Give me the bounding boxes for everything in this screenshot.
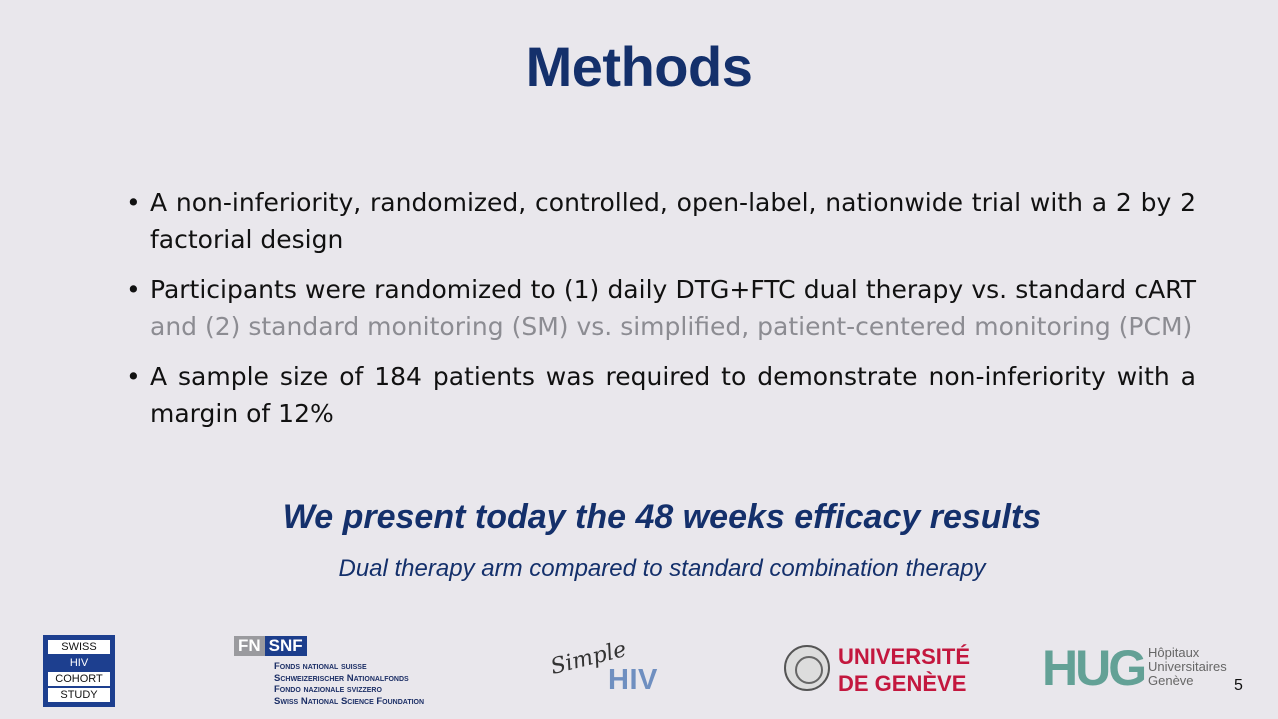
- hug-name-line: Hôpitaux: [1148, 645, 1200, 660]
- fnsnf-names: [274, 661, 464, 707]
- bullet-dot: •: [126, 362, 141, 391]
- logo-text: STUDY: [48, 688, 110, 702]
- logo-text: HIV: [69, 657, 89, 669]
- page-number: 5: [1234, 677, 1243, 694]
- simple-script: Simple: [548, 637, 629, 680]
- bullet-item: [124, 184, 1196, 258]
- hug-name-line: Genève: [1148, 673, 1194, 688]
- headline: We present today the 48 weeks efficacy results: [282, 498, 1042, 536]
- bullet-item: [124, 271, 1196, 345]
- fnsnf-line: Fondo nazionale svizzero: [274, 684, 382, 695]
- slide-title: Methods: [525, 35, 753, 98]
- fnsnf-line: Schweizerischer Nationalfonds: [274, 672, 409, 684]
- hug-logo: [1042, 640, 1242, 700]
- bullet-text-gray: and (2) standard monitoring (SM) vs. simplified, patient-centered monitoring (PCM): [150, 312, 1193, 341]
- bullet-text: Participants were randomized to (1) daily DTG+FTC dual therapy vs. standard cART: [150, 275, 1196, 304]
- fn-mark: FN: [234, 636, 265, 656]
- bullet-text: A non-inferiority, randomized, controlled, open-label, nationwide trial with a 2 by 2 factorial design: [150, 188, 1196, 254]
- swiss-hiv-cohort-study-logo: [43, 635, 115, 707]
- hug-mark: HUG: [1042, 640, 1145, 696]
- hug-name: [1148, 646, 1227, 688]
- bullet-dot: •: [126, 188, 141, 217]
- fnsnf-mark: [234, 636, 464, 656]
- subheadline: Dual therapy arm compared to standard combination therapy: [338, 555, 986, 582]
- fnsnf-line: Swiss National Science Foundation: [274, 695, 425, 707]
- snf-mark: SNF: [265, 636, 307, 656]
- simple-hiv-text: HIV: [608, 664, 658, 696]
- unige-seal-icon: [784, 645, 830, 691]
- universite-de-geneve-logo: [784, 643, 971, 699]
- fnsnf-line: Fonds national suisse: [274, 661, 367, 672]
- snsf-logo: [234, 636, 464, 711]
- simplify-hiv-logo: [548, 637, 663, 700]
- bullet-item: [124, 358, 1196, 432]
- logo-text: SWISS: [48, 640, 110, 654]
- logo-text: COHORT: [48, 672, 110, 686]
- unige-line: DE GENÈVE: [838, 671, 967, 696]
- unige-wordmark: [838, 643, 970, 697]
- hug-name-line: Universitaires: [1148, 659, 1227, 674]
- bullet-text: A sample size of 184 patients was required to demonstrate non-inferiority with a margin of 12%: [150, 362, 1196, 428]
- unige-line: UNIVERSITÉ: [838, 644, 971, 669]
- bullet-list: [124, 184, 1196, 445]
- bullet-dot: •: [126, 275, 141, 304]
